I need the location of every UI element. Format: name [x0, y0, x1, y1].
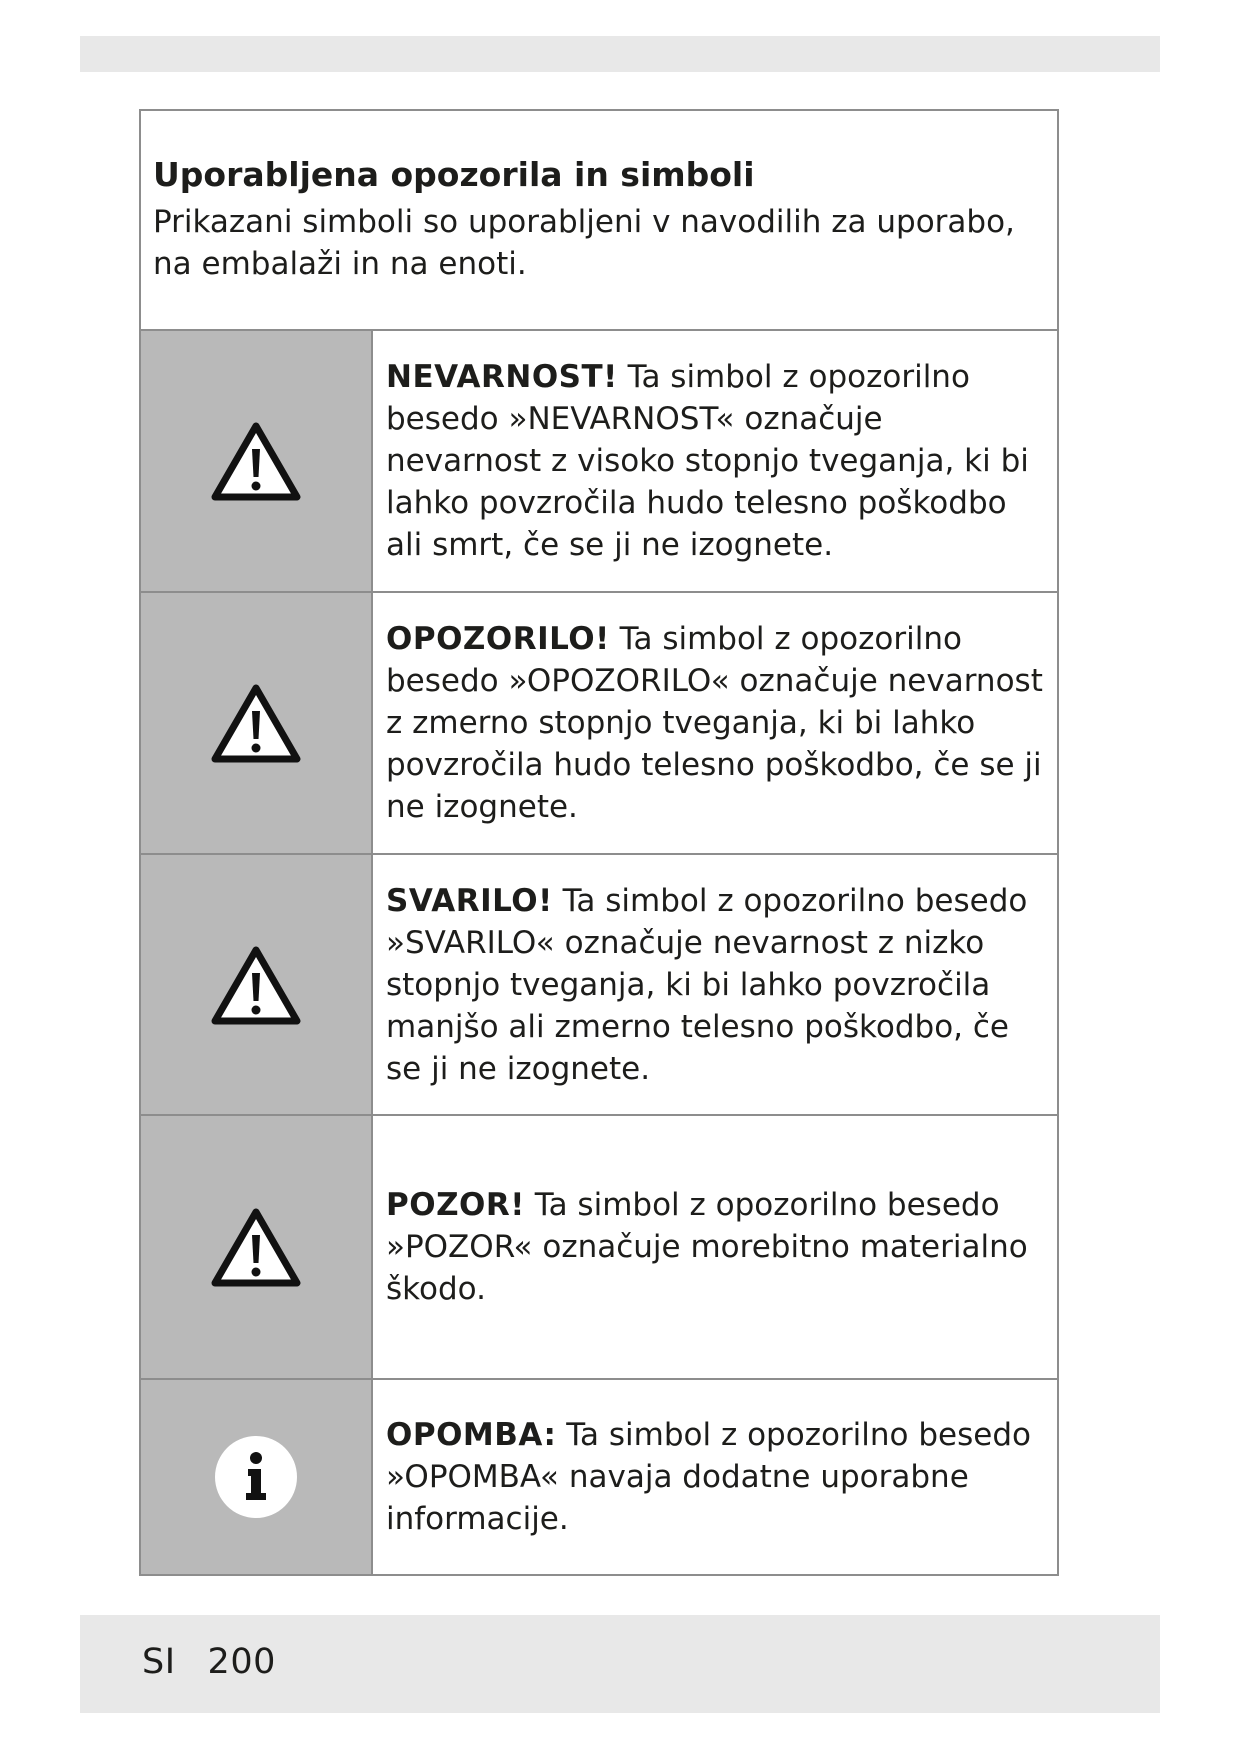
warning-triangle-icon	[211, 683, 301, 763]
section-description: Prikazani simboli so uporabljeni v navodilih za uporabo, na embalaži in na enoti.	[153, 203, 1015, 282]
symbol-description	[386, 618, 1047, 828]
warning-triangle-icon	[211, 945, 301, 1025]
icon-cell	[141, 855, 373, 1114]
icon-cell	[141, 1380, 373, 1574]
icon-cell	[141, 331, 373, 591]
symbol-text: Ta simbol z opozorilno besedo »NEVARNOST« označuje nevarnost z visoko stopnjo tveganja, ki bi lahko povzročila hudo telesno poškodbo ali smrt, če se ji ne izognete.	[386, 359, 1029, 563]
intro-section	[141, 111, 1057, 331]
warning-triangle-icon	[211, 421, 301, 501]
warning-triangle-icon	[211, 1207, 301, 1287]
symbol-text: Ta simbol z opozorilno besedo »SVARILO« označuje nevarnost z nizko stopnjo tveganja, ki bi lahko povzročila manjšo ali zmerno telesno poškodbo, če se ji ne izognete.	[386, 882, 1028, 1087]
page-number: 200	[207, 1642, 276, 1682]
signal-word: SVARILO!	[386, 882, 553, 919]
text-cell	[373, 1116, 1057, 1378]
symbol-text: Ta simbol z opozorilno besedo »POZOR« označuje morebitno materialno škodo.	[386, 1187, 1028, 1307]
icon-cell	[141, 593, 373, 853]
symbol-description	[386, 1414, 1047, 1540]
symbol-row-danger	[141, 331, 1057, 593]
signal-word: OPOZORILO!	[386, 621, 610, 657]
symbol-row-caution	[141, 855, 1057, 1116]
symbol-description	[386, 1184, 1047, 1310]
info-circle-icon	[212, 1433, 300, 1521]
signal-word: NEVARNOST!	[386, 359, 618, 395]
signal-word: POZOR!	[386, 1187, 525, 1223]
symbol-text: Ta simbol z opozorilno besedo »OPOMBA« navaja dodatne uporabne informacije.	[386, 1417, 1031, 1537]
language-code: SI	[142, 1642, 176, 1682]
symbol-row-note	[141, 1380, 1057, 1574]
symbol-text: Ta simbol z opozorilno besedo »OPOZORILO« označuje nevarnost z zmerno stopnjo tveganja, ki bi lahko povzročila hudo telesno poškodbo, če se ji ne izognete.	[386, 621, 1043, 825]
text-cell	[373, 593, 1057, 853]
symbol-row-warning	[141, 593, 1057, 855]
symbols-table	[139, 109, 1059, 1576]
symbol-description	[386, 356, 1047, 566]
symbol-description	[386, 880, 1047, 1090]
signal-word: OPOMBA:	[386, 1417, 557, 1453]
symbol-row-notice	[141, 1116, 1057, 1380]
text-cell	[373, 1380, 1057, 1574]
icon-cell	[141, 1116, 373, 1378]
text-cell	[373, 331, 1057, 591]
section-title: Uporabljena opozorila in simboli	[153, 155, 755, 194]
text-cell	[373, 855, 1057, 1114]
page-footer	[142, 1642, 276, 1682]
top-band	[80, 36, 1160, 72]
